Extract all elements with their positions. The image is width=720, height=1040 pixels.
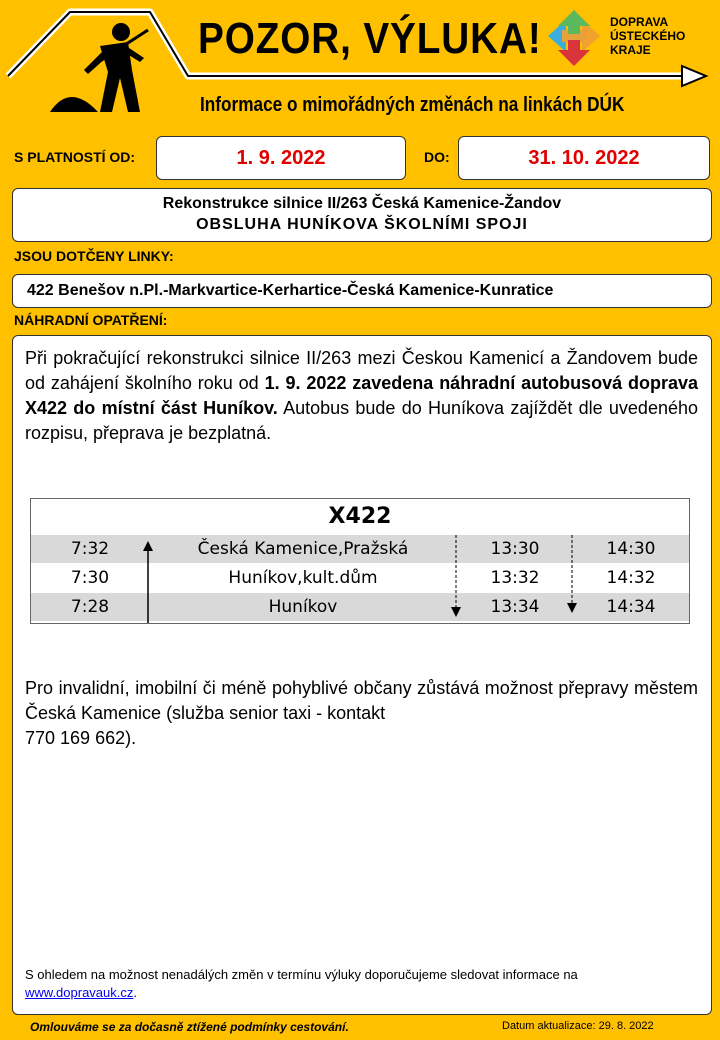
departure-time: 7:30 <box>70 568 110 588</box>
valid-to-date: 31. 10. 2022 <box>458 136 710 180</box>
page-title: POZOR, VÝLUKA! <box>198 14 542 63</box>
arrow-up-icon <box>143 541 153 623</box>
closure-title: Rekonstrukce silnice II/263 Česká Kamenice-Žandov <box>162 195 562 212</box>
footer-note-end: . <box>133 985 138 1000</box>
departure-time: 7:32 <box>70 539 110 559</box>
valid-from-label: S PLATNOSTÍ OD: <box>14 149 136 165</box>
footer-note-text: S ohledem na možnost nenadálých změn v termínu výluky doporučujeme sledovat informace na <box>25 967 578 982</box>
arrow-right-icon <box>682 66 706 86</box>
affected-line: 422 Benešov n.Pl.-Markvartice-Kerhartice-Česká Kamenice-Kunratice <box>12 274 712 308</box>
arrow-down-icon <box>567 535 577 613</box>
logo-line: KRAJE <box>610 43 651 57</box>
update-date: Datum aktualizace: 29. 8. 2022 <box>502 1020 654 1032</box>
stop-name: Huníkov,kult.dům <box>228 568 378 588</box>
timetable <box>30 498 690 624</box>
footer-note <box>25 966 698 1002</box>
departure-time: 7:28 <box>70 597 110 617</box>
logo-line: ÚSTECKÉHO <box>610 29 686 43</box>
replacement-box <box>12 335 712 1015</box>
replacement-label: NÁHRADNÍ OPATŘENÍ: <box>14 312 168 328</box>
para-text: Při pokračující rekonstrukci silnice II/263 mezi Českou Kamenicí a Žandovem bude od zahájení školního roku od <box>25 348 698 393</box>
page-subtitle: Informace o mimořádných změnách na linkách DÚK <box>200 94 625 116</box>
closure-info-box <box>12 188 712 242</box>
para-bold-text: 1. 9. 2022 zavedena náhradní autobusová doprava X422 do místní část Huníkov. <box>25 373 698 418</box>
para-text: 770 169 662). <box>25 728 137 748</box>
stop-name: Česká Kamenice,Pražská <box>197 539 409 559</box>
para-text: Pro invalidní, imobilní či méně pohyblivé občany zůstává možnost přepravy městem Česká Kamenice (služba senior taxi - kontakt <box>25 678 698 723</box>
departure-time: 14:30 <box>606 539 656 559</box>
duk-logo-icon <box>548 10 600 66</box>
arrow-down-icon <box>451 535 461 617</box>
roadworker-icon <box>50 23 148 112</box>
timetable-title: X422 <box>328 504 392 529</box>
departure-time: 13:32 <box>490 568 540 588</box>
affected-lines-label: JSOU DOTČENY LINKY: <box>14 248 174 264</box>
website-link[interactable]: www.dopravauk.cz <box>25 985 134 1000</box>
stop-name: Huníkov <box>268 597 338 617</box>
closure-subtitle: OBSLUHA HUNÍKOVA ŠKOLNÍMI SPOJI <box>196 216 528 233</box>
departure-time: 13:34 <box>490 597 540 617</box>
apology-text: Omlouváme se za dočasně ztížené podmínky cestování. <box>30 1020 349 1034</box>
logo-line: DOPRAVA <box>610 15 669 29</box>
logo-text <box>610 15 685 57</box>
valid-from-date: 1. 9. 2022 <box>156 136 406 180</box>
departure-time: 14:34 <box>606 597 656 617</box>
departure-time: 14:32 <box>606 568 656 588</box>
para-text: Autobus bude do Huníkova zajíždět dle uvedeného rozpisu, přeprava je bezplatná. <box>25 398 698 443</box>
direction-arrows <box>31 499 691 625</box>
valid-to-label: DO: <box>424 149 450 165</box>
replacement-paragraph <box>25 346 698 446</box>
accessibility-paragraph <box>25 676 698 751</box>
departure-time: 13:30 <box>490 539 540 559</box>
